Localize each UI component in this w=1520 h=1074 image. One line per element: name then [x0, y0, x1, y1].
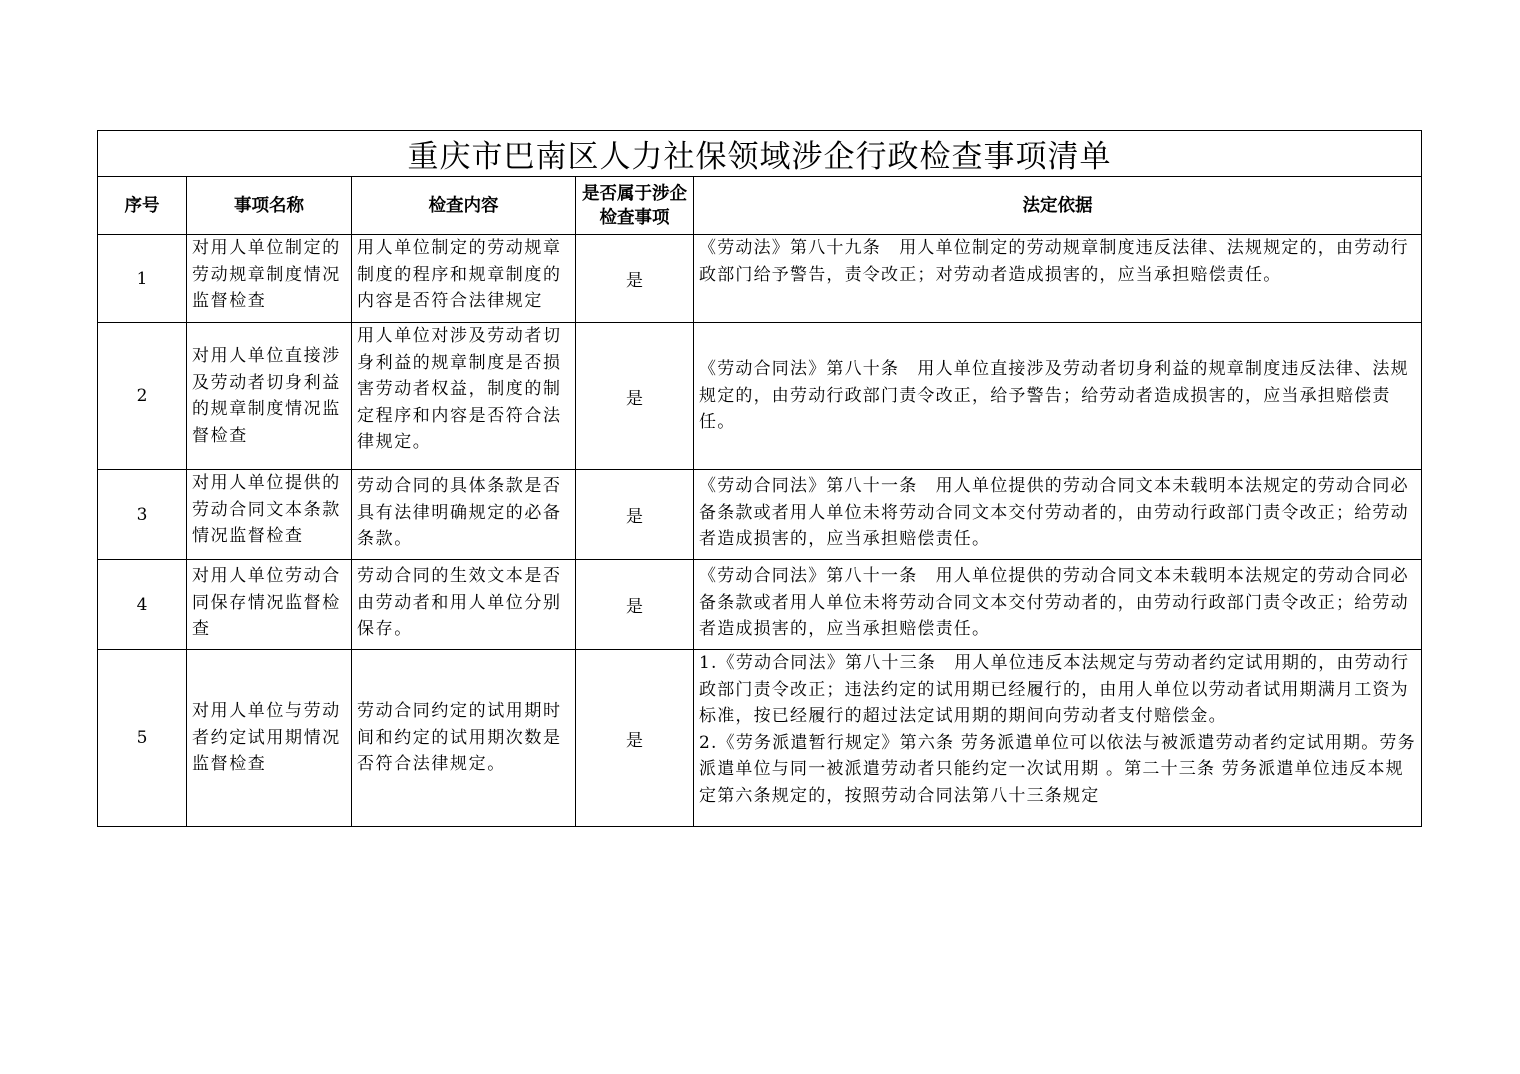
table-row [98, 235, 1422, 323]
row-seq: 2 [98, 323, 187, 470]
row-legal-basis: 《劳动合同法》第八十一条 用人单位提供的劳动合同文本未载明本法规定的劳动合同必备条款或者用人单位未将劳动合同文本交付劳动者的，由劳动行政部门责令改正；给劳动者造成损害的，应当承担赔偿责任。 [699, 566, 1409, 639]
header-is-enterprise [576, 177, 694, 235]
row-seq: 5 [98, 650, 187, 827]
row-item-name: 对用人单位提供的劳动合同文本条款情况监督检查 [192, 473, 341, 546]
row-item-name: 对用人单位直接涉及劳动者切身利益的规章制度情况监督检查 [192, 346, 341, 446]
header-row [98, 177, 1422, 235]
row-is-enterprise: 是 [576, 560, 694, 650]
header-is-enterprise-label: 是否属于涉企检查事项 [582, 183, 687, 228]
table-row [98, 323, 1422, 470]
table-row [98, 470, 1422, 560]
table-row [98, 650, 1422, 827]
header-item-name: 事项名称 [187, 177, 352, 235]
row-check-content: 劳动合同约定的试用期时间和约定的试用期次数是否符合法律规定。 [357, 701, 562, 775]
row-legal-basis: 《劳动合同法》第八十一条 用人单位提供的劳动合同文本未载明本法规定的劳动合同必备条款或者用人单位未将劳动合同文本交付劳动者的，由劳动行政部门责令改正；给劳动者造成损害的，应当承担赔偿责任。 [699, 476, 1409, 549]
row-is-enterprise: 是 [576, 235, 694, 323]
header-check-content: 检查内容 [352, 177, 576, 235]
header-seq: 序号 [98, 177, 187, 235]
row-check-content: 劳动合同的生效文本是否由劳动者和用人单位分别保存。 [357, 566, 562, 639]
table-row [98, 560, 1422, 650]
header-legal-basis: 法定依据 [694, 177, 1422, 235]
row-legal-basis: 《劳动法》第八十九条 用人单位制定的劳动规章制度违反法律、法规规定的，由劳动行政部门给予警告，责令改正；对劳动者造成损害的，应当承担赔偿责任。 [699, 238, 1409, 285]
row-seq: 3 [98, 470, 187, 560]
row-is-enterprise: 是 [576, 470, 694, 560]
legal-basis-item-1: 1.《劳动合同法》第八十三条 用人单位违反本法规定与劳动者约定试用期的，由劳动行政部门责令改正；违法约定的试用期已经履行的，由用人单位以劳动者试用期满月工资为标准，按已经履行的超过法定试用期的期间向劳动者支付赔偿金。 [699, 653, 1410, 726]
row-check-content: 用人单位对涉及劳动者切身利益的规章制度是否损害劳动者权益，制度的制定程序和内容是否符合法律规定。 [357, 326, 562, 452]
table-title: 重庆市巴南区人力社保领域涉企行政检查事项清单 [98, 131, 1422, 177]
row-legal-basis: 《劳动合同法》第八十条 用人单位直接涉及劳动者切身利益的规章制度违反法律、法规规定的，由劳动行政部门责令改正，给予警告；给劳动者造成损害的，应当承担赔偿责任。 [699, 359, 1409, 433]
inspection-items-table [97, 130, 1422, 827]
row-item-name: 对用人单位劳动合同保存情况监督检查 [192, 566, 341, 639]
row-seq: 4 [98, 560, 187, 650]
row-seq: 1 [98, 235, 187, 323]
row-item-name: 对用人单位制定的劳动规章制度情况监督检查 [192, 238, 341, 311]
row-legal-basis [694, 650, 1421, 809]
row-check-content: 劳动合同的具体条款是否具有法律明确规定的必备条款。 [357, 476, 562, 549]
row-check-content: 用人单位制定的劳动规章制度的程序和规章制度的内容是否符合法律规定 [357, 238, 562, 311]
legal-basis-item-2: 2.《劳务派遣暂行规定》第六条 劳务派遣单位可以依法与被派遣劳动者约定试用期。劳务派遣单位与同一被派遣劳动者只能约定一次试用期 。第二十三条 劳务派遣单位违反本规定第六条规定的，按照劳动合同法第八十三条规定 [699, 732, 1416, 806]
row-item-name: 对用人单位与劳动者约定试用期情况监督检查 [192, 701, 341, 775]
row-is-enterprise: 是 [576, 650, 694, 827]
row-is-enterprise: 是 [576, 323, 694, 470]
